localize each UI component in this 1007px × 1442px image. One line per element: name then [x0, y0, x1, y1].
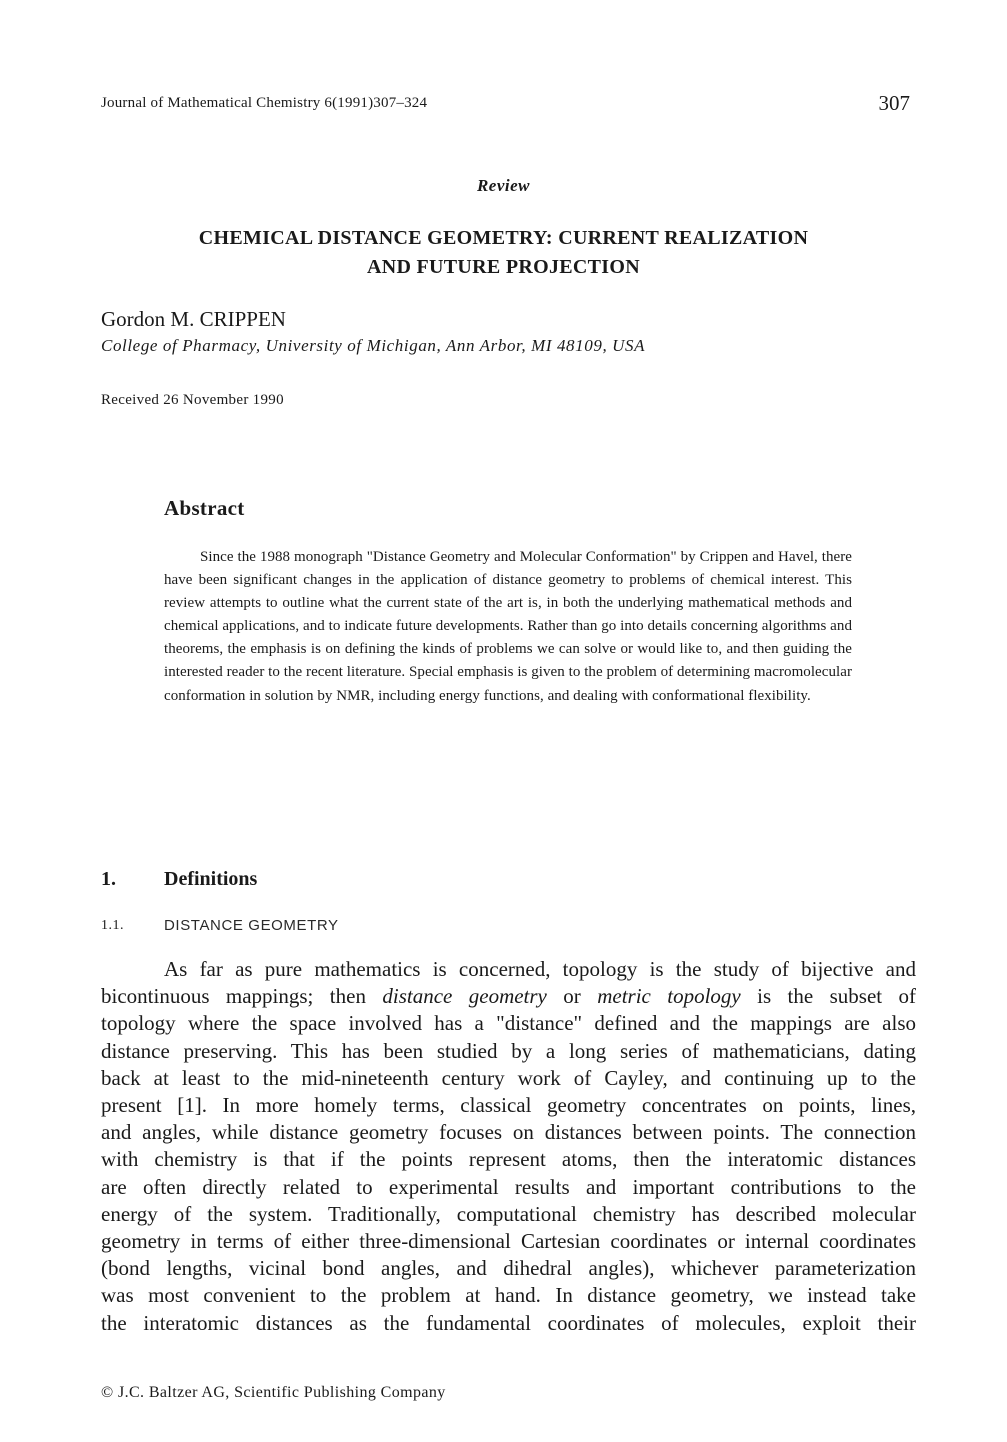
body-line: the interatomic distances as the fundamental coordinates of molecules, exploit their — [101, 1310, 916, 1335]
abstract-heading: Abstract — [164, 496, 245, 520]
section-number: 1. — [101, 868, 116, 890]
body-line-segment: or — [546, 984, 598, 1009]
body-line: distance preserving. This has been studied by a long series of mathematicians, dating — [101, 1038, 916, 1063]
subsection-title: DISTANCE GEOMETRY — [164, 917, 339, 934]
article-title — [100, 224, 907, 282]
page-number: 307 — [878, 91, 910, 115]
body-line: topology where the space involved has a "distance" defined and the mappings are also — [101, 1011, 916, 1036]
body-line: with chemistry is that if the points represent atoms, then the interatomic distances — [101, 1147, 916, 1172]
body-line-segment: is the subset of — [740, 984, 917, 1009]
body-line: was most convenient to the problem at hand. In distance geometry, we instead take — [101, 1283, 916, 1308]
body-line-segment: bicontinuous mappings; then — [101, 984, 383, 1009]
body-line: As far as pure mathematics is concerned, topology is the study of bijective and — [164, 957, 916, 981]
author-affiliation: College of Pharmacy, University of Michigan, Ann Arbor, MI 48109, USA — [101, 336, 646, 355]
copyright-footer: © J.C. Baltzer AG, Scientific Publishing Company — [101, 1384, 446, 1401]
body-line — [101, 983, 916, 1010]
section-title: Definitions — [164, 868, 258, 890]
body-line: (bond lengths, vicinal bond angles, and dihedral angles), whichever parameterization — [101, 1256, 916, 1281]
body-line: energy of the system. Traditionally, computational chemistry has described molecular — [101, 1201, 916, 1226]
abstract-text: Since the 1988 monograph "Distance Geometry and Molecular Conformation" by Crippen and Havel, there have been significant changes in the application of distance geometry to problems of chemical interest. This review attempts to outline what the current state of the art is, in both the underlying mathematical methods and chemical applications, and to indicate future developments. Rather than go into details concerning algorithms and theorems, the emphasis is on defining the kinds of problems we can solve or would like to, and then guiding the interested reader to the recent literature. Special emphasis is given to the problem of determining macromolecular conformation in solution by NMR, including energy functions, and dealing with conformational flexibility. — [164, 549, 852, 704]
received-date: Received 26 November 1990 — [101, 392, 284, 408]
title-line-1: CHEMICAL DISTANCE GEOMETRY: CURRENT REALIZATION — [198, 227, 809, 249]
journal-citation: Journal of Mathematical Chemistry 6(1991)307–324 — [101, 95, 428, 111]
body-line: and angles, while distance geometry focuses on distances between points. The connection — [101, 1120, 916, 1145]
article-type: Review — [476, 176, 531, 195]
body-paragraph — [101, 956, 916, 1337]
body-line: present [1]. In more homely terms, classical geometry concentrates on points, lines, — [101, 1093, 916, 1118]
body-line: geometry in terms of either three-dimensional Cartesian coordinates or internal coordinates — [101, 1229, 916, 1254]
body-line: are often directly related to experimental results and important contributions to the — [101, 1174, 916, 1199]
body-line: back at least to the mid-nineteenth century work of Cayley, and continuing up to the — [101, 1065, 916, 1090]
subsection-number: 1.1. — [101, 918, 124, 933]
emphasis-term: distance geometry — [382, 984, 547, 1009]
author-name: Gordon M. CRIPPEN — [101, 307, 286, 331]
emphasis-term: metric topology — [597, 984, 741, 1009]
title-line-2: AND FUTURE PROJECTION — [367, 256, 640, 278]
